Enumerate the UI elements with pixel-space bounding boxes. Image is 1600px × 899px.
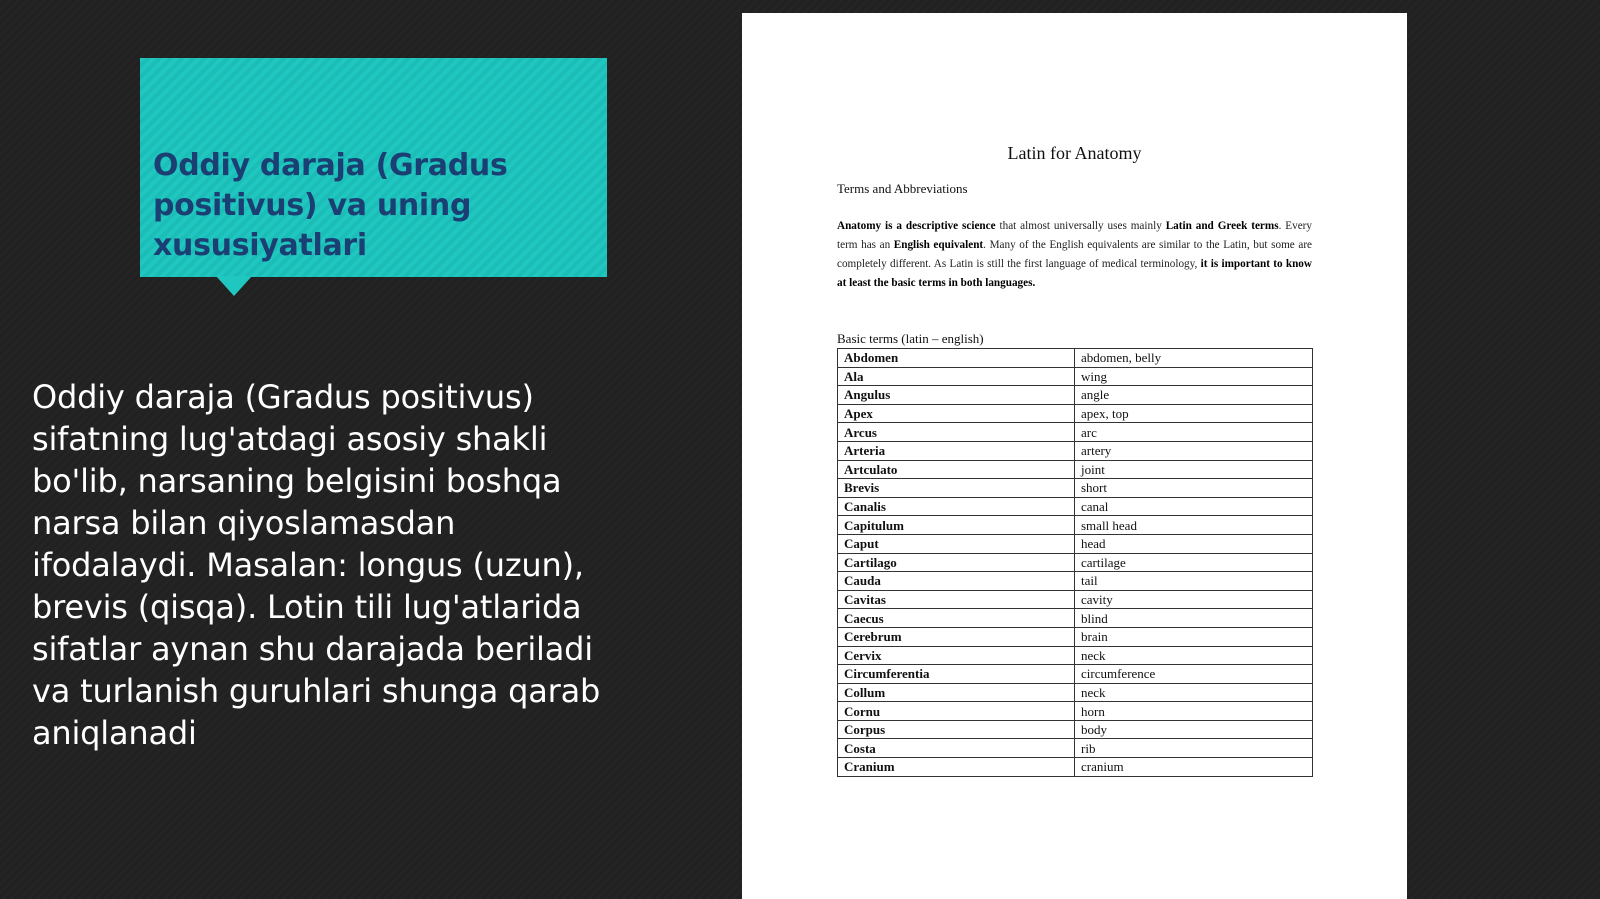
english-term-cell: angle	[1075, 386, 1313, 405]
table-row	[838, 386, 1313, 405]
english-term-cell: canal	[1075, 497, 1313, 516]
english-term-cell: cranium	[1075, 758, 1313, 777]
table-row	[838, 702, 1313, 721]
latin-term-cell: Circumferentia	[838, 665, 1075, 684]
terms-table	[837, 348, 1313, 777]
latin-term-cell: Costa	[838, 739, 1075, 758]
english-term-cell: neck	[1075, 683, 1313, 702]
latin-term-cell: Caput	[838, 534, 1075, 553]
english-term-cell: arc	[1075, 423, 1313, 442]
table-row	[838, 590, 1313, 609]
latin-term-cell: Apex	[838, 404, 1075, 423]
english-term-cell: neck	[1075, 646, 1313, 665]
table-row	[838, 516, 1313, 535]
latin-term-cell: Abdomen	[838, 349, 1075, 368]
intro-bold-1: Anatomy is a descriptive science	[837, 220, 996, 232]
table-row	[838, 720, 1313, 739]
body-paragraph: Oddiy daraja (Gradus positivus) sifatning lug'atdagi asosiy shakli bo'lib, narsaning belgisini boshqa narsa bilan qiyoslamasdan ifodalaydi. Masalan: longus (uzun), brevis (qisqa). Lotin tili lug'atlarida sifatlar aynan shu darajada beriladi va turlanish guruhlari shunga qarab aniqlanadi	[32, 378, 601, 752]
english-term-cell: cavity	[1075, 590, 1313, 609]
table-row	[838, 479, 1313, 498]
latin-term-cell: Caecus	[838, 609, 1075, 628]
english-term-cell: horn	[1075, 702, 1313, 721]
table-row	[838, 646, 1313, 665]
latin-term-cell: Arcus	[838, 423, 1075, 442]
english-term-cell: body	[1075, 720, 1313, 739]
table-row	[838, 349, 1313, 368]
table-row	[838, 423, 1313, 442]
table-row	[838, 441, 1313, 460]
table-caption: Basic terms (latin – english)	[837, 331, 984, 346]
latin-term-cell: Cartilago	[838, 553, 1075, 572]
intro-text-4: . Every term has an	[837, 220, 1312, 251]
table-row	[838, 609, 1313, 628]
latin-term-cell: Cervix	[838, 646, 1075, 665]
latin-term-cell: Cauda	[838, 572, 1075, 591]
english-term-cell: head	[1075, 534, 1313, 553]
english-term-cell: brain	[1075, 627, 1313, 646]
latin-term-cell: Cavitas	[838, 590, 1075, 609]
english-term-cell: circumference	[1075, 665, 1313, 684]
english-term-cell: short	[1075, 479, 1313, 498]
latin-term-cell: Arteria	[838, 441, 1075, 460]
document-intro-paragraph	[837, 217, 1312, 293]
title-callout	[140, 58, 607, 277]
english-term-cell: tail	[1075, 572, 1313, 591]
latin-term-cell: Capitulum	[838, 516, 1075, 535]
document-subtitle: Terms and Abbreviations	[837, 181, 968, 196]
english-term-cell: artery	[1075, 441, 1313, 460]
english-term-cell: rib	[1075, 739, 1313, 758]
english-term-cell: abdomen, belly	[1075, 349, 1313, 368]
latin-term-cell: Canalis	[838, 497, 1075, 516]
table-row	[838, 534, 1313, 553]
english-term-cell: joint	[1075, 460, 1313, 479]
callout-pointer	[216, 276, 252, 296]
table-row	[838, 460, 1313, 479]
document-page-image	[742, 13, 1407, 899]
english-term-cell: apex, top	[1075, 404, 1313, 423]
document-title: Latin for Anatomy	[1007, 143, 1142, 163]
english-term-cell: cartilage	[1075, 553, 1313, 572]
latin-term-cell: Angulus	[838, 386, 1075, 405]
latin-term-cell: Ala	[838, 367, 1075, 386]
table-row	[838, 497, 1313, 516]
latin-term-cell: Collum	[838, 683, 1075, 702]
latin-term-cell: Brevis	[838, 479, 1075, 498]
intro-bold-5: English equivalent	[893, 239, 984, 251]
english-term-cell: small head	[1075, 516, 1313, 535]
table-row	[838, 553, 1313, 572]
table-row	[838, 683, 1313, 702]
table-row	[838, 665, 1313, 684]
intro-text-2: that almost universally uses mainly	[995, 220, 1166, 232]
latin-term-cell: Corpus	[838, 720, 1075, 739]
table-row	[838, 739, 1313, 758]
latin-term-cell: Artculato	[838, 460, 1075, 479]
terms-table-body	[838, 349, 1313, 777]
table-row	[838, 627, 1313, 646]
intro-bold-3: Latin and Greek terms	[1165, 220, 1279, 232]
table-row	[838, 758, 1313, 777]
english-term-cell: blind	[1075, 609, 1313, 628]
latin-term-cell: Cerebrum	[838, 627, 1075, 646]
latin-term-cell: Cranium	[838, 758, 1075, 777]
english-term-cell: wing	[1075, 367, 1313, 386]
latin-term-cell: Cornu	[838, 702, 1075, 721]
callout-title: Oddiy daraja (Gradus positivus) va uning xususiyatlari	[153, 148, 508, 263]
intro-bold-7: it is important to know at least the basic terms in both languages.	[837, 258, 1312, 289]
table-row	[838, 404, 1313, 423]
intro-text-6: . Many of the English equivalents are similar to the Latin, but some are completely different. As Latin is still the first language of medical terminology,	[837, 239, 1313, 270]
table-row	[838, 367, 1313, 386]
table-row	[838, 572, 1313, 591]
